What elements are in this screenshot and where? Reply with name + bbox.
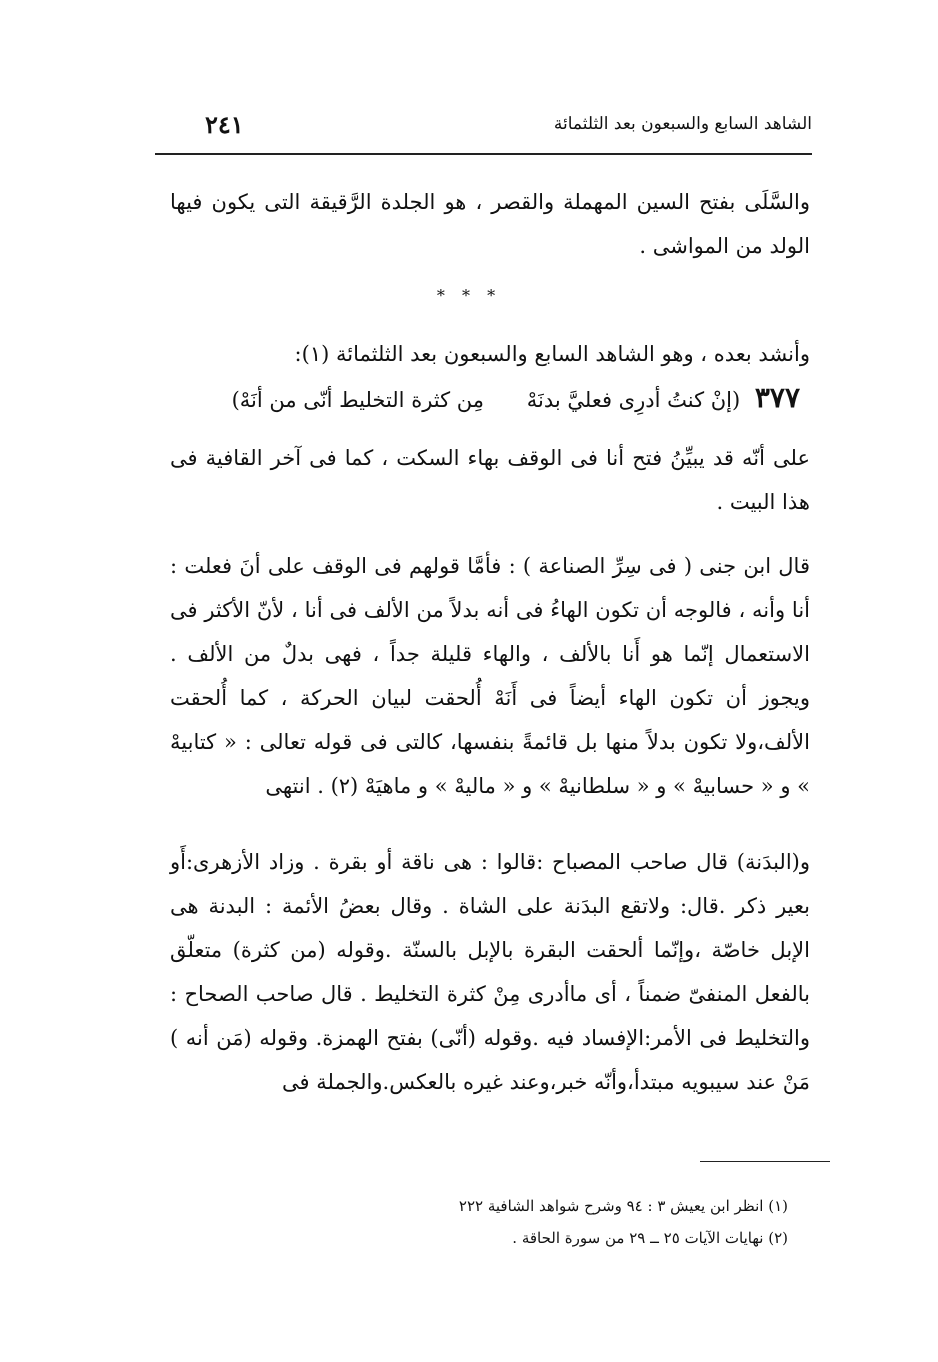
paragraph-comment: على أنّه قد يبيِّنُ فتح أنا فى الوقف بهاء السكت ، كما فى آخر القافية فى هذا البيت . — [170, 446, 810, 514]
paragraph-sala: والسَّلَى بفتح السين المهملة والقصر ، هو الجلدة الرَّقيقة التى يكون فيها الولد من المواشى . — [170, 190, 810, 258]
verse-number: ٣٧٧ — [754, 381, 800, 414]
verse-line — [160, 378, 800, 420]
page-header — [155, 108, 812, 148]
running-title: الشاهد السابع والسبعون بعد الثلثمائة — [553, 114, 812, 134]
footnote-divider — [700, 1161, 830, 1162]
paragraph-badana: و(البدَنة) قال صاحب المصباح :قالوا : هى ناقة أو بقرة . وزاد الأزهرى:أَو بعير ذكر .قال: ولاتقع البدَنة على الشاة . وقال بعضُ الأئمة : البدنة هى الإبل خاصّة ،وإنّما ألحقت البقرة بالإبل بالسنّة .وقوله (من كثرة) متعلّق بالفعل المنفىّ ضمناً ، أى ماأدرى مِنْ كثرة التخليط . قال صاحب الصحاح : والتخليط فى الأمر:الإفساد فيه .وقوله (أنّى) بفتح الهمزة. وقوله (مَن أنه ) مَنْ عند سيبويه مبتدأ،وأنّه خبر،وعند غيره بالعكس.والجملة فى — [170, 850, 810, 1094]
header-divider — [155, 153, 812, 155]
footnote-2: (٢) نهايات الآيات ٢٥ ــ ٢٩ من سورة الحاقة . — [512, 1229, 788, 1247]
footnotes — [188, 1190, 788, 1254]
verse-second-hemistich: مِن كثرة التخليط أنّى من أنَهْ) — [231, 388, 485, 412]
page-number: ٢٤١ — [205, 110, 244, 139]
section-separator: * * * — [436, 286, 502, 305]
paragraph-ibn-jinni: قال ابن جنى ( فى سِرِّ الصناعة ) : فأمَّا قولهم فى الوقف على أنَ فعلت : أنا وأنه ، فالوجه أن تكون الهاءُ فى أنه بدلاً من الألف فى أنا ، لأنّ الأكثر فى الاستعمال إنّما هو أَنا بالألف ، والهاء قليلة جداً ، فهى بدلٌ من الألف . ويجوز أن تكون الهاء أيضاً فى أَنَهْ أُلحقت لبيان الحركة ، كما أُلحقت الألف،ولا تكون بدلاً منها بل قائمةً بنفسها، كالتى فى قوله تعالى : « كتابيهْ » و « حسابيهْ » و « سلطانيهْ » و « ماليهْ » و ماهيَهْ (٢) . انتهى — [170, 554, 810, 798]
verse-first-hemistich: (إنْ كنتُ أدرِى فعليَّ بدنَهْ — [526, 388, 741, 412]
paragraph-intro: وأنشد بعده ، وهو الشاهد السابع والسبعون بعد الثلثمائة (١): — [294, 342, 810, 366]
footnote-1: (١) انظر ابن يعيش ٣ : ٩٤ وشرح شواهد الشافية ٢٢٢ — [458, 1197, 788, 1215]
